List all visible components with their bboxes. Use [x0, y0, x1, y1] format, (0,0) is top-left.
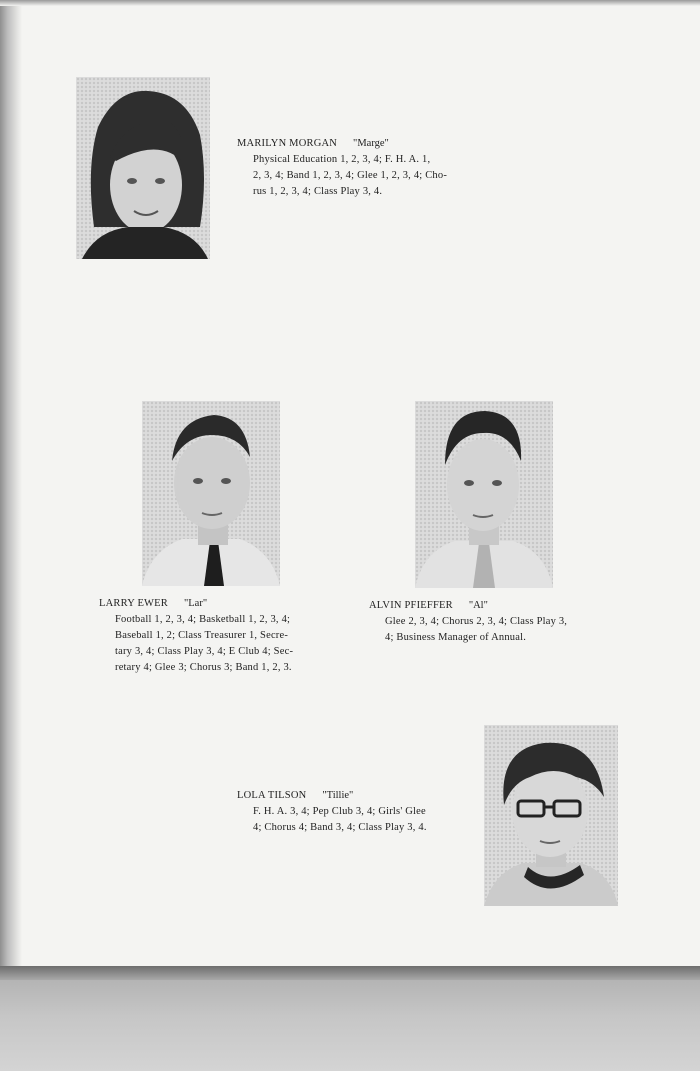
scanner-background	[0, 980, 700, 1071]
student-entry-lola-tilson	[237, 788, 482, 836]
student-activities: Physical Education 1, 2, 3, 4; F. H. A. 1, 2, 3, 4; Band 1, 2, 3, 4; Glee 1, 2, 3, 4; Cho- rus 1, 2, 3, 4; Class Play 3, 4.	[253, 154, 448, 197]
student-nickname: "Lar"	[183, 598, 208, 609]
student-nickname: "Al"	[468, 600, 488, 611]
student-entry-marilyn-morgan	[237, 136, 507, 200]
student-activities: Football 1, 2, 3, 4; Basketball 1, 2, 3, 4; Baseball 1, 2; Class Treasurer 1, Secre- tary 3, 4; Class Play 3, 4; E Club 4; Sec- retary 4; Glee 3; Chorus 3; Band 1, 2, 3.	[115, 614, 294, 673]
student-name: MARILYN MORGAN	[237, 138, 338, 149]
student-name: LOLA TILSON	[237, 790, 307, 801]
portrait-photo-larry-ewer	[142, 401, 280, 586]
book-binding-shadow	[0, 0, 22, 968]
student-name: ALVIN PFIEFFER	[369, 600, 453, 611]
student-nickname: "Marge"	[353, 138, 389, 149]
portrait-photo-alvin-pfieffer	[415, 401, 553, 588]
top-edge-shadow	[0, 0, 700, 6]
portrait-silhouette	[484, 725, 618, 906]
student-entry-alvin-pfieffer	[369, 598, 624, 646]
student-activities: F. H. A. 3, 4; Pep Club 3, 4; Girls' Glee 4; Chorus 4; Band 3, 4; Class Play 3, 4.	[253, 806, 427, 833]
student-name: LARRY EWER	[99, 598, 168, 609]
portrait-silhouette	[415, 401, 553, 588]
student-entry-larry-ewer	[99, 596, 349, 676]
portrait-silhouette	[76, 77, 210, 259]
portrait-photo-marilyn-morgan	[76, 77, 210, 259]
page-bottom-edge	[0, 966, 700, 980]
portrait-photo-lola-tilson	[484, 725, 618, 906]
student-activities: Glee 2, 3, 4; Chorus 2, 3, 4; Class Play 3, 4; Business Manager of Annual.	[385, 616, 568, 643]
student-nickname: "Tillie"	[322, 790, 354, 801]
portrait-silhouette	[142, 401, 280, 586]
